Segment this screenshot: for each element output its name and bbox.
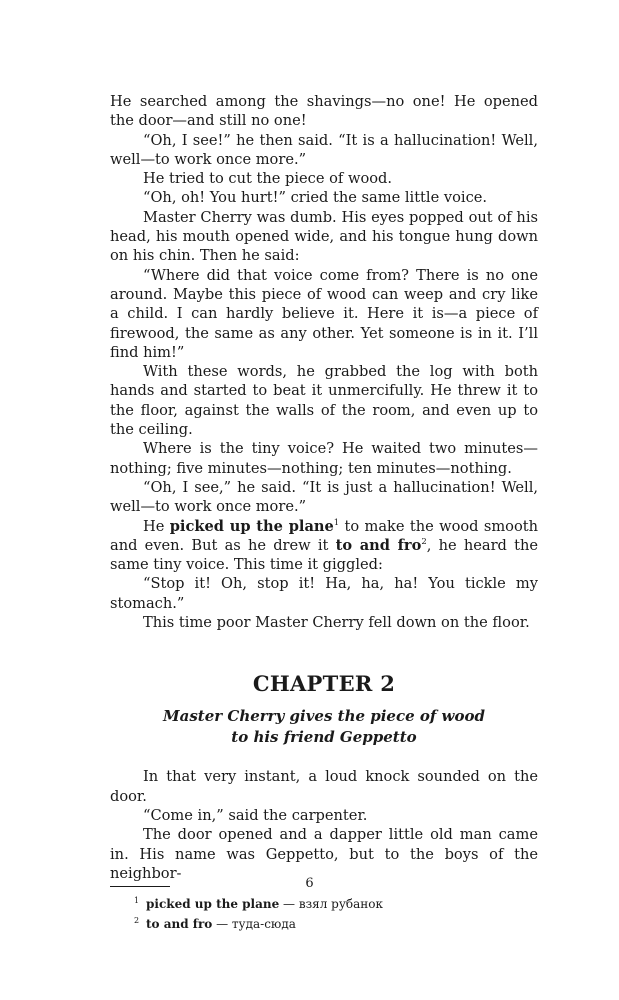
chapter-subtitle-line: Master Cherry gives the piece of wood bbox=[163, 707, 485, 726]
paragraph: “Oh, oh! You hurt!” cried the same little voice. bbox=[143, 189, 488, 207]
footnote-marker: 2 bbox=[421, 536, 427, 547]
footnote-translation: — взял рубанок bbox=[279, 897, 384, 912]
footnote bbox=[110, 894, 538, 914]
glossary-term: picked up the plane bbox=[169, 517, 334, 535]
paragraph: Master Cherry was dumb. His eyes popped out of his head, his mouth opened wide, and his tongue hung down on his chin. Then he said: bbox=[110, 208, 538, 265]
footnote-number: 1 bbox=[134, 896, 140, 906]
chapter-subtitle-line: to his friend Geppetto bbox=[231, 728, 417, 747]
glossary-term: to and fro bbox=[335, 536, 422, 554]
paragraph: In that very instant, a loud knock sounded on the door. bbox=[110, 768, 538, 805]
paragraph: “Oh, I see!” he then said. “It is a hallucination! Well, well—to work once more.” bbox=[110, 131, 538, 168]
footnote-number: 2 bbox=[134, 916, 140, 926]
paragraph: Where is the tiny voice? He waited two minutes—nothing; five minutes—nothing; ten minutes—nothing. bbox=[110, 440, 538, 477]
text-run: to make the wood smooth and even. But as he drew it bbox=[110, 517, 538, 554]
paragraph: This time poor Master Cherry fell down on the floor. bbox=[143, 614, 530, 632]
paragraph: “Stop it! Oh, stop it! Ha, ha, ha! You tickle my stomach.” bbox=[110, 575, 538, 612]
paragraph: With these words, he grabbed the log with both hands and started to beat it unmercifully. He threw it to the floor, against the walls of the room, and even up to the ceiling. bbox=[110, 363, 538, 439]
chapter-body bbox=[110, 767, 538, 883]
paragraph-with-footnotes bbox=[110, 517, 538, 575]
footnote-marker: 1 bbox=[333, 517, 340, 528]
footnote-term: to and fro bbox=[146, 917, 213, 932]
chapter-subtitle bbox=[110, 706, 538, 748]
text-run: He bbox=[143, 517, 170, 535]
page-number: 6 bbox=[305, 876, 314, 891]
footnote-translation: — туда-сюда bbox=[212, 917, 296, 932]
footnote bbox=[110, 914, 538, 934]
paragraph: The door opened and a dapper little old man came in. His name was Geppetto, but to the boys of the neighbor- bbox=[110, 826, 538, 882]
chapter-heading: CHAPTER 2 bbox=[252, 671, 396, 697]
paragraph: He tried to cut the piece of wood. bbox=[143, 170, 392, 188]
text-run: , he heard the same tiny voice. This time it giggled: bbox=[110, 536, 538, 574]
paragraph: “Where did that voice come from? There is no one around. Maybe this piece of wood can weep and cry like a child. I can hardly believe it. Here it is—a piece of firewood, the same as any other. Yet someone is in it. I’ll find him!” bbox=[110, 266, 538, 361]
footnotes bbox=[110, 894, 538, 934]
page-text-block bbox=[110, 92, 538, 934]
paragraph: He searched among the shavings—no one! He opened the door—and still no one! bbox=[110, 93, 538, 130]
paragraph: “Come in,” said the carpenter. bbox=[143, 806, 368, 824]
paragraph: “Oh, I see,” he said. “It is just a hallucination! Well, well—to work once more.” bbox=[110, 478, 538, 516]
footnote-term: picked up the plane bbox=[146, 897, 280, 912]
